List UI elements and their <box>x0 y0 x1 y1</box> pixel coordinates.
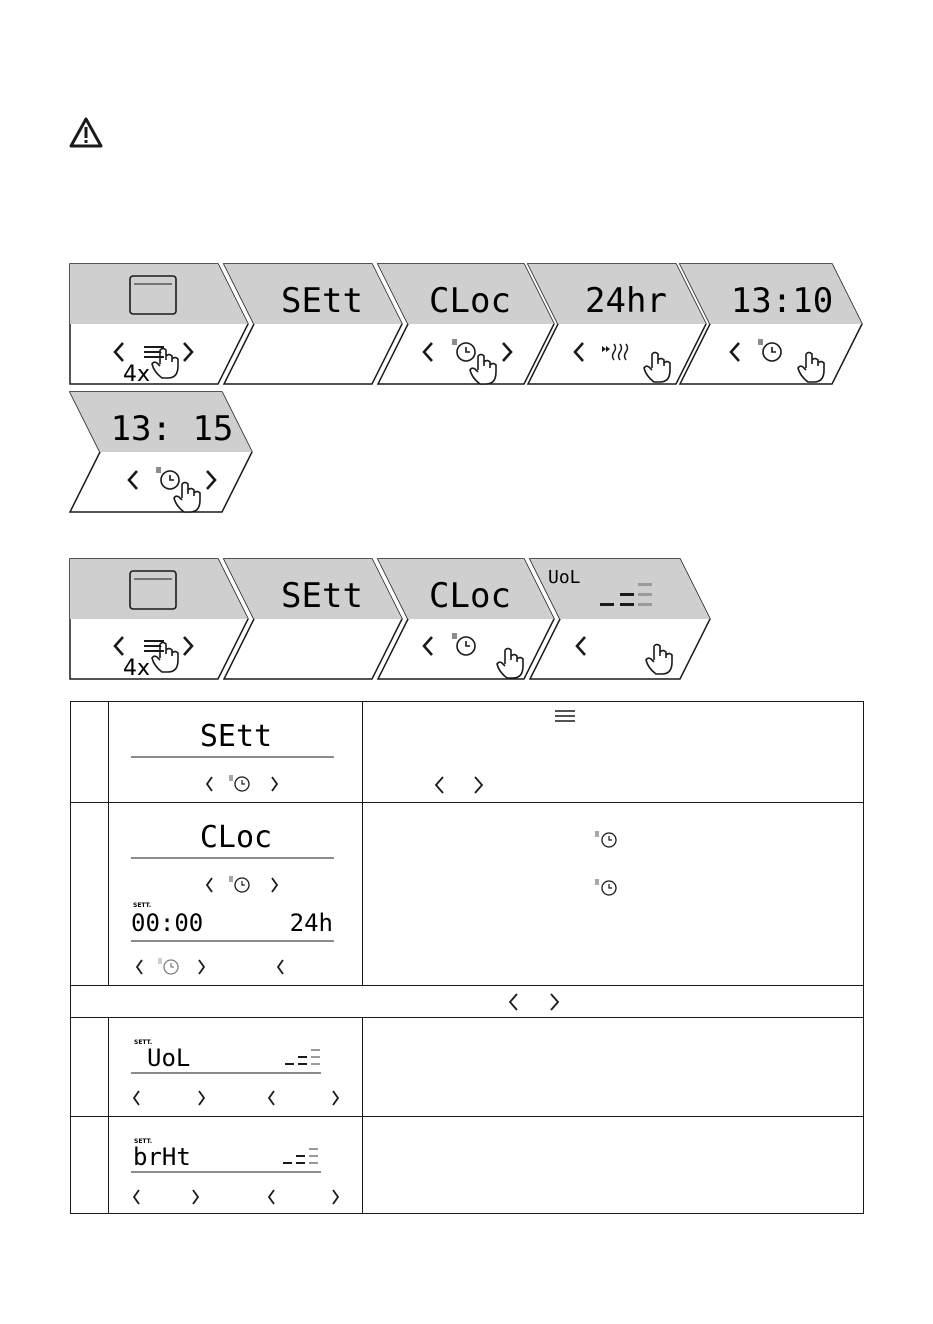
display-brht <box>109 1117 362 1213</box>
sett-badge: SETT. <box>134 1138 153 1145</box>
chevron-left-icon[interactable] <box>137 960 142 974</box>
clock-icon[interactable] <box>158 959 178 974</box>
chevron-right-icon[interactable] <box>199 1091 204 1105</box>
display-vol <box>109 1018 362 1116</box>
arrows-icon <box>503 991 567 1013</box>
sett-badge: SETT. <box>133 902 152 909</box>
display-sett <box>109 702 362 802</box>
clock-icon <box>591 829 619 849</box>
chevron-left-icon[interactable] <box>278 960 283 974</box>
mode-display: 24h <box>289 909 333 937</box>
display-text: brHt <box>133 1143 191 1171</box>
clock-icon[interactable] <box>229 877 249 892</box>
display-text: CLoc <box>429 281 511 321</box>
display-text: 13:10 <box>730 281 834 321</box>
chevron-left-icon[interactable] <box>207 878 212 892</box>
clock-icon[interactable] <box>229 776 249 791</box>
press-count: 4x <box>123 362 151 387</box>
display-text: CLoc <box>429 576 511 616</box>
chevron-right-icon[interactable] <box>333 1190 338 1204</box>
press-count: 4x <box>123 656 151 681</box>
chevron-right-icon[interactable] <box>272 777 277 791</box>
table-row <box>71 986 864 1018</box>
sett-badge: SETT. <box>134 1039 153 1046</box>
level-bars-icon <box>285 1049 320 1065</box>
table-row <box>71 702 864 803</box>
arrows-icon <box>429 774 489 796</box>
chevron-right-icon[interactable] <box>193 1190 198 1204</box>
display-text: SEtt <box>281 281 363 321</box>
panel-sett-2 <box>224 559 402 679</box>
table-row <box>71 1018 864 1117</box>
chevron-left-icon[interactable] <box>134 1091 139 1105</box>
chevron-right-icon[interactable] <box>199 960 204 974</box>
chevron-left-icon[interactable] <box>269 1190 274 1204</box>
display-text: SEtt <box>199 719 273 754</box>
steps-table <box>70 701 864 1214</box>
chevron-right-icon[interactable] <box>333 1091 338 1105</box>
display-text: UoL <box>548 567 581 588</box>
display-text: UoL <box>147 1044 191 1072</box>
table-row <box>71 1117 864 1214</box>
level-bars-icon <box>283 1148 318 1164</box>
panel-vol <box>530 559 710 679</box>
time-display: 00:00 <box>131 909 204 937</box>
clock-icon <box>591 877 619 897</box>
display-cloc <box>109 803 362 985</box>
display-text: CLoc <box>199 820 273 855</box>
display-text: 13: 15 <box>110 409 234 449</box>
chevron-left-icon[interactable] <box>269 1091 274 1105</box>
panel-cloc-2 <box>378 559 554 679</box>
chevron-left-icon[interactable] <box>207 777 212 791</box>
panel-oven-2 <box>70 559 248 681</box>
chevron-right-icon[interactable] <box>272 878 277 892</box>
menu-icon <box>553 708 577 724</box>
display-text: SEtt <box>281 576 363 616</box>
table-row <box>71 803 864 986</box>
display-text: 24hr <box>585 281 667 321</box>
chevron-left-icon[interactable] <box>134 1190 139 1204</box>
